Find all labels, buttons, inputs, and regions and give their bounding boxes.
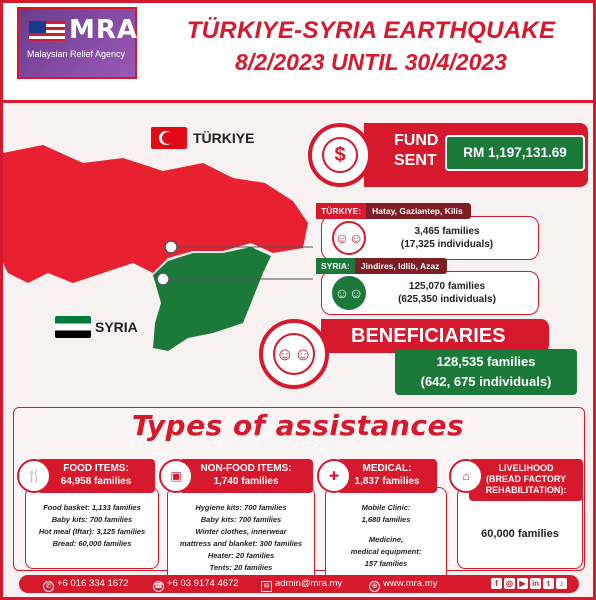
youtube-icon[interactable]: ▶ — [517, 578, 528, 589]
category-details — [167, 487, 315, 583]
detail-line: 157 families — [364, 559, 408, 568]
region-individuals: (17,325 individuals) — [400, 239, 494, 250]
social-links — [489, 578, 567, 589]
region-places: Jindires, Idlib, Azaz — [360, 261, 440, 271]
header — [3, 3, 593, 103]
mail-icon: ✉ — [261, 581, 272, 592]
detail-line: Baby kits: 700 families — [200, 515, 282, 524]
instagram-icon[interactable]: ◎ — [504, 578, 515, 589]
factory-icon: ⌂ — [449, 459, 483, 493]
syria-map-shape — [153, 247, 271, 351]
category-heading: NON-FOOD ITEMS: — [200, 463, 292, 474]
detail-line: Medicine, — [368, 535, 404, 544]
medical-icon: ✚ — [317, 459, 351, 493]
detail-line: Mobile Clinic: — [361, 503, 411, 512]
category-header — [337, 459, 437, 493]
mra-logo — [17, 7, 137, 79]
turkiye-region-counts — [372, 225, 522, 251]
detail-line: Bread: 60,000 families — [52, 539, 132, 548]
category-header — [469, 459, 583, 501]
region-individuals: (625,350 individuals) — [398, 294, 496, 305]
phone-number: +6 03 9174 4672 — [167, 578, 239, 589]
syria-region-tag — [316, 258, 447, 274]
website-link[interactable] — [369, 578, 437, 592]
turkiye-label: TÜRKIYE — [193, 130, 255, 146]
phone-contact[interactable] — [153, 578, 239, 592]
food-icon: 🍴 — [17, 459, 51, 493]
beneficiaries-icon-badge — [259, 319, 329, 389]
syria-label: SYRIA — [95, 319, 138, 335]
date-range: 8/2/2023 UNTIL 30/4/2023 — [235, 49, 507, 75]
turkiye-flag-icon — [151, 127, 187, 149]
category-heading: FOOD ITEMS: — [63, 463, 129, 474]
assistance-title: Types of assistances — [131, 409, 465, 442]
twitter-icon[interactable]: t — [543, 578, 554, 589]
beneficiaries-title: BENEFICIARIES — [321, 319, 549, 353]
category-heading: MEDICAL: — [362, 463, 412, 474]
globe-icon: ⊕ — [369, 581, 380, 592]
malaysia-flag-icon — [29, 21, 65, 41]
phone-icon: ☎ — [154, 583, 163, 590]
category-subheading: 1,837 families — [354, 476, 420, 487]
beneficiaries-counts — [395, 349, 577, 395]
region-families: 125,070 families — [408, 281, 486, 292]
detail-line: medical equipment: — [350, 547, 422, 556]
syria-flag-icon — [55, 316, 91, 338]
website-url: www.mra.my — [383, 578, 438, 589]
syria-region-box — [321, 261, 539, 315]
contact-footer — [19, 575, 579, 593]
logo-name: Malaysian Relief Agency — [27, 49, 126, 59]
detail-line: Heater: 20 families — [207, 551, 275, 560]
whatsapp-contact[interactable] — [43, 578, 129, 592]
whatsapp-icon: ✆ — [43, 581, 54, 592]
detail-line: Food basket: 1,133 families — [43, 503, 141, 512]
people-icon: ☺☺ — [273, 333, 315, 375]
detail-line: Winter clothes, innerwear — [195, 527, 287, 536]
whatsapp-number: +6 016 334 1672 — [57, 578, 129, 589]
fund-label-line2: SENT — [394, 152, 437, 169]
category-header — [37, 459, 155, 493]
category-subheading: (BREAD FACTORY REHABILITATION): — [485, 474, 567, 495]
tiktok-icon[interactable]: ♪ — [556, 578, 567, 589]
category-subheading: 64,958 families — [60, 476, 132, 487]
region-places: Hatay, Gaziantep, Kilis — [372, 206, 463, 216]
email-contact[interactable] — [261, 578, 342, 592]
turkiye-region-tag — [316, 203, 471, 219]
category-header — [179, 459, 313, 493]
linkedin-icon[interactable]: in — [531, 579, 540, 588]
people-icon: ☺☺ — [332, 221, 366, 255]
region-families: 3,465 families — [414, 226, 480, 237]
turkiye-region-box — [321, 206, 539, 260]
fund-sent-label — [394, 131, 438, 171]
region-key: SYRIA: — [316, 258, 355, 274]
detail-line: Baby kits: 700 families — [51, 515, 133, 524]
detail-line: 1,680 families — [361, 515, 411, 524]
beneficiaries-individuals: (642, 675 individuals) — [420, 374, 552, 389]
email-address: admin@mra.my — [275, 578, 343, 589]
detail-line: Hygiene kits: 700 families — [195, 503, 287, 512]
detail-line: mattress and blanket: 300 families — [179, 539, 303, 548]
people-icon: ☺☺ — [332, 276, 366, 310]
fund-label-line1: FUND — [394, 132, 439, 149]
fund-icon-badge — [308, 123, 372, 187]
beneficiaries-families: 128,535 families — [436, 354, 536, 369]
syria-region-counts — [372, 280, 522, 306]
logo-abbreviation: MRA — [69, 15, 139, 45]
category-heading: LIVELIHOOD — [498, 463, 554, 473]
detail-line: Hot meal (Iftar): 3,125 families — [38, 527, 146, 536]
dollar-icon: $ — [322, 137, 358, 173]
detail-line — [330, 526, 442, 534]
category-details — [25, 487, 159, 569]
region-key: TÜRKIYE: — [316, 203, 366, 219]
fund-sent-panel — [308, 123, 588, 187]
box-icon: ▣ — [159, 459, 193, 493]
page-title: TÜRKIYE-SYRIA EARTHQUAKE — [186, 17, 556, 44]
facebook-icon[interactable]: f — [491, 578, 502, 589]
category-details — [325, 487, 447, 583]
fund-amount: RM 1,197,131.69 — [445, 135, 585, 171]
category-subheading: 1,740 families — [213, 476, 279, 487]
detail-line: Tents: 20 families — [209, 563, 273, 572]
livelihood-families: 60,000 families — [481, 528, 559, 540]
